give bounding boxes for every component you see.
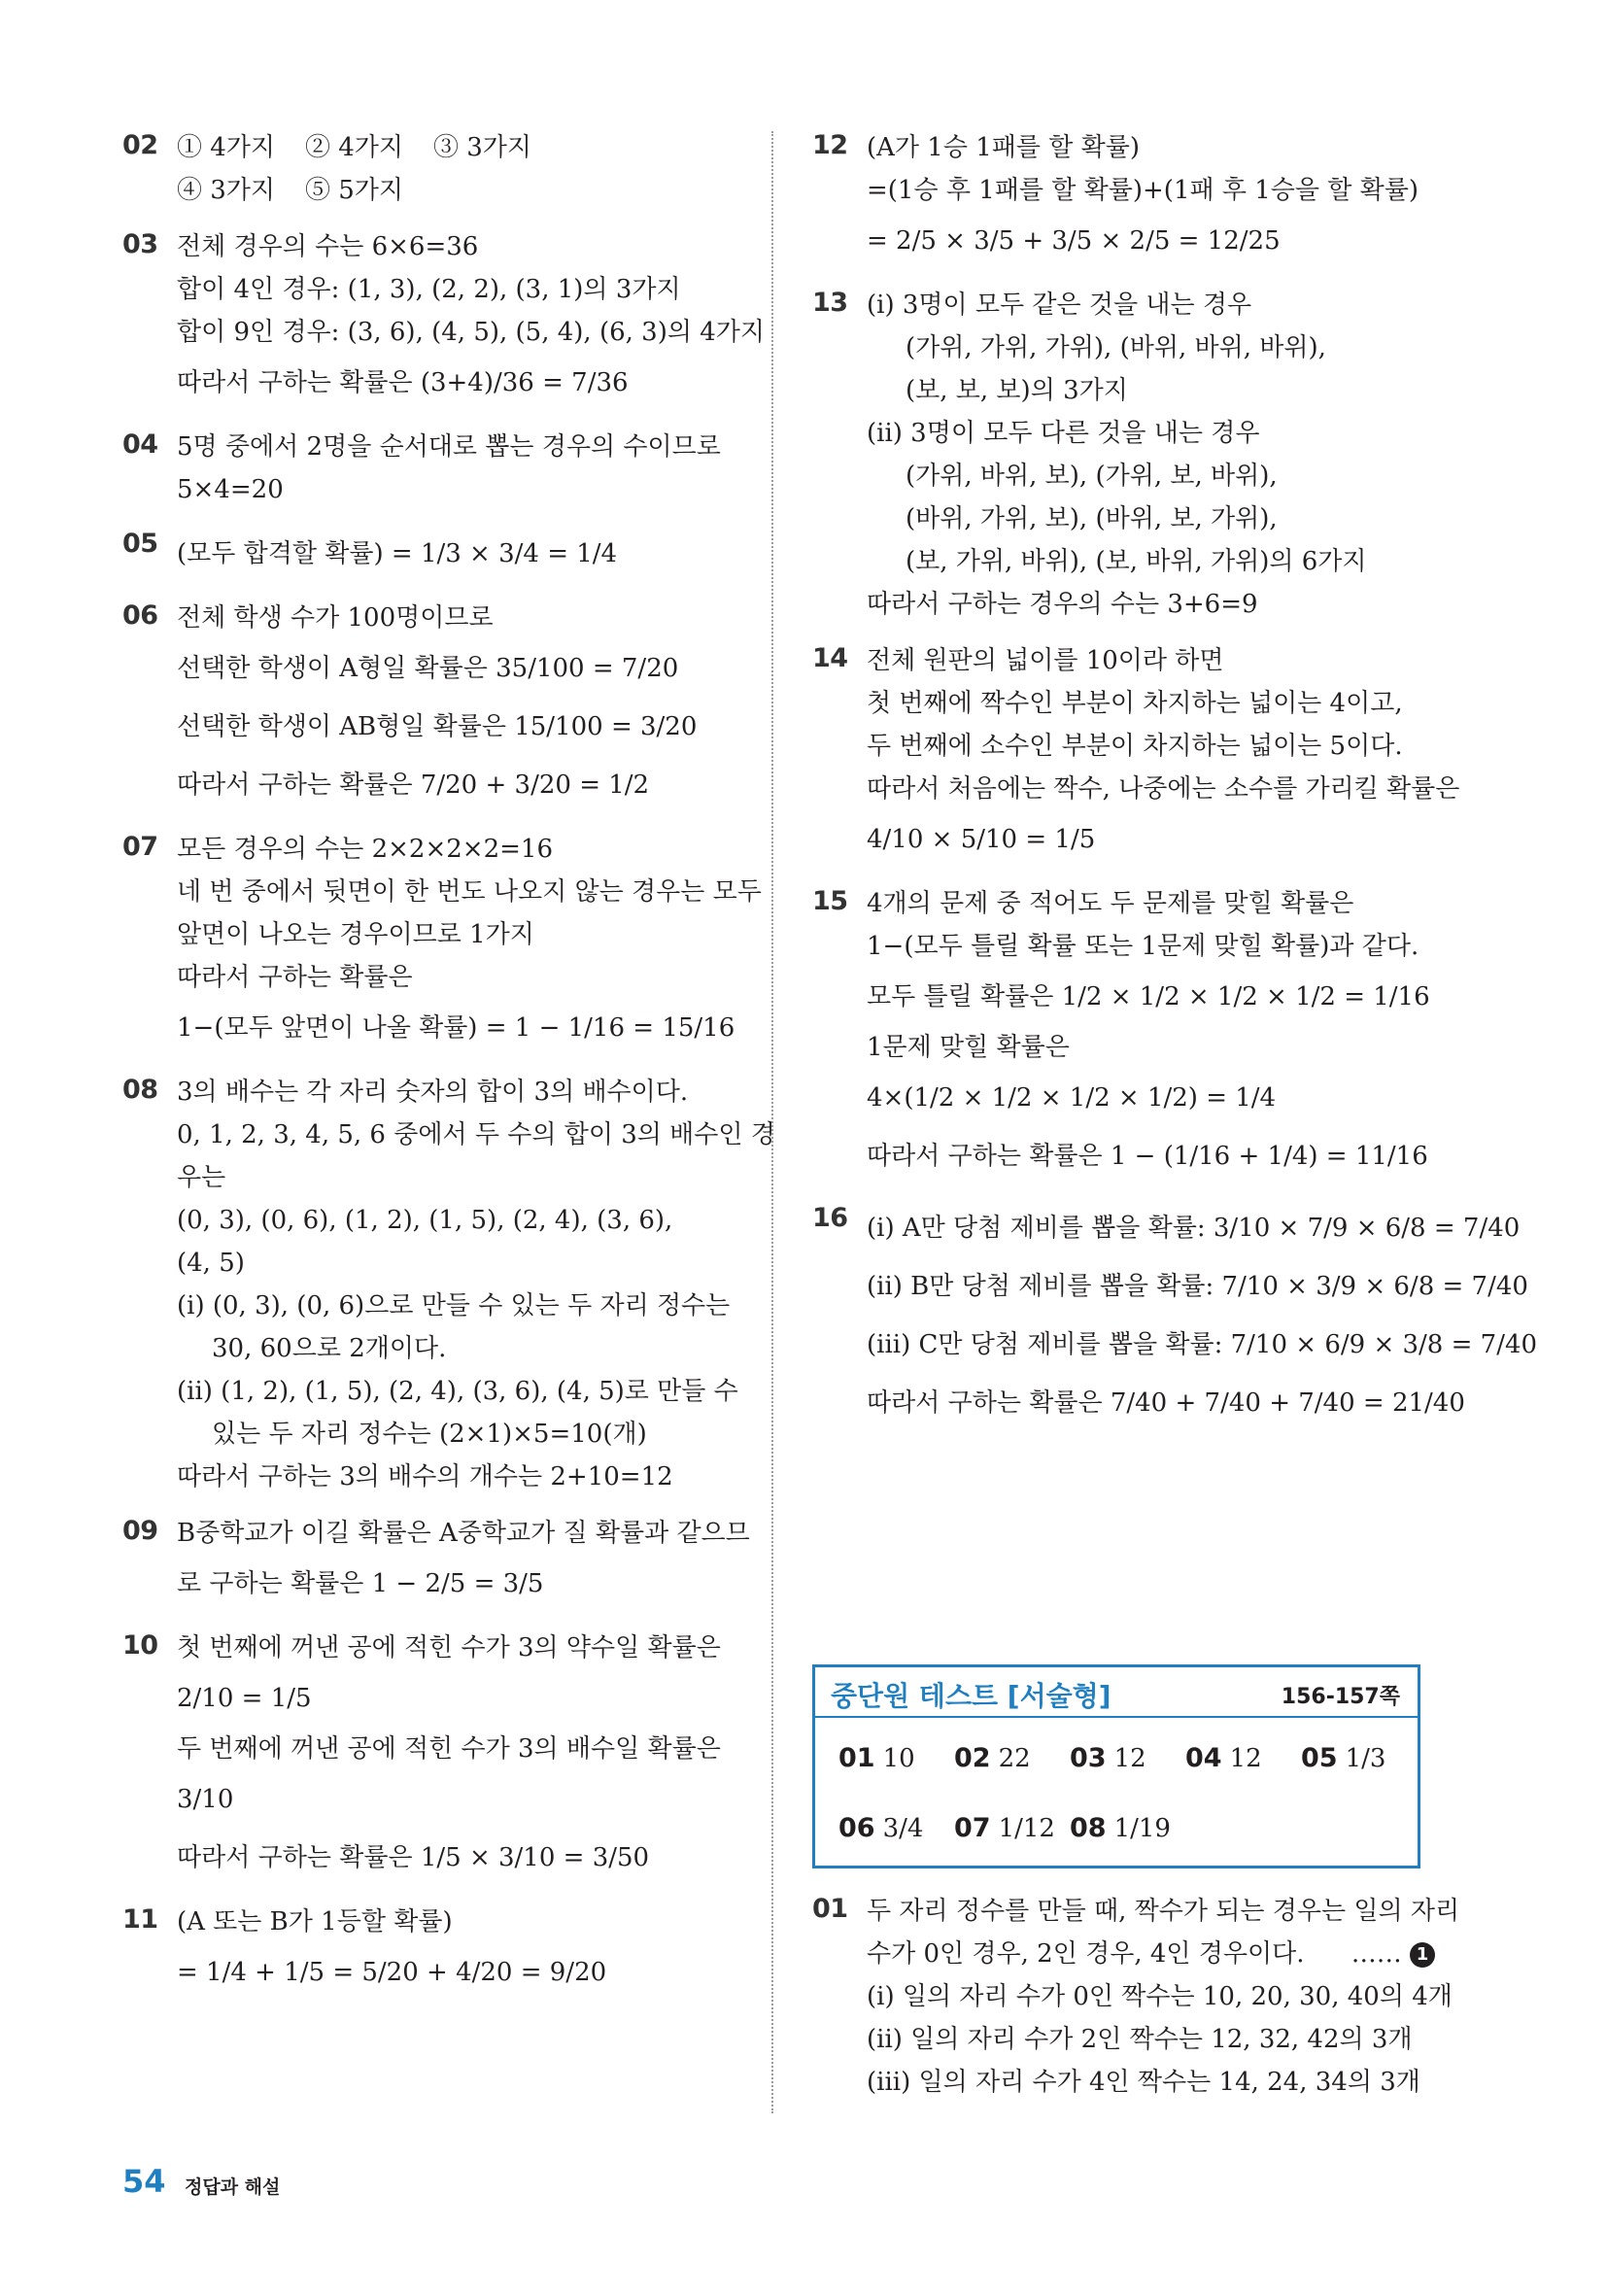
page-number: 54 — [122, 2163, 166, 2200]
solution-line: 따라서 구하는 경우의 수는 3+6=9 — [867, 590, 1258, 619]
solution-line: (ii) 3명이 모두 다른 것을 내는 경우 — [867, 419, 1260, 448]
problem-number: 06 — [122, 600, 158, 631]
solution-line: 전체 원판의 넓이를 10이라 하면 — [867, 646, 1224, 675]
solution-line: (보, 보, 보)의 3가지 — [906, 376, 1128, 405]
solution-line: 5×4=20 — [177, 475, 284, 504]
box-header — [815, 1667, 1418, 1718]
problem-03 — [122, 225, 766, 412]
problem-number: 12 — [812, 130, 848, 160]
answer-line — [177, 169, 744, 212]
footer-label: 정답과 해설 — [185, 2176, 281, 2198]
solution-line: 앞면이 나오는 경우이므로 1가지 — [177, 920, 534, 949]
problem-number: 02 — [122, 130, 158, 160]
solution-line: 따라서 구하는 확률은 1/5 × 3/10 = 3/50 — [177, 1843, 650, 1872]
answer-item: 08 1/19 — [1070, 1813, 1171, 1843]
solution-line: (i) 일의 자리 수가 0인 짝수는 10, 20, 30, 40의 4개 — [867, 1982, 1453, 2011]
solution-line: (ii) (1, 2), (1, 5), (2, 4), (3, 6), (4, 5)로 만들 수 — [177, 1377, 738, 1406]
problem-13 — [812, 284, 1434, 626]
solution-line: 4/10 × 5/10 = 1/5 — [867, 825, 1096, 854]
solution-line: 두 자리 정수를 만들 때, 짝수가 되는 경우는 일의 자리 — [867, 1897, 1460, 1926]
problem-number: 08 — [122, 1075, 158, 1105]
problem-number: 01 — [812, 1894, 848, 1924]
solution-line: (ii) 일의 자리 수가 2인 짝수는 12, 32, 42의 3개 — [867, 2025, 1413, 2054]
problem-01 — [812, 1890, 1460, 2104]
solution-line: 합이 9인 경우: (3, 6), (4, 5), (5, 4), (6, 3)의 4가지 — [177, 318, 766, 347]
solution-line: 3/10 — [177, 1785, 234, 1814]
box-title: 중단원 테스트 [서술형] — [831, 1680, 1111, 1712]
page-reference: 156-157쪽 — [1281, 1685, 1400, 1709]
solution-line: 4×(1/2 × 1/2 × 1/2 × 1/2) = 1/4 — [867, 1083, 1277, 1113]
problem-number: 03 — [122, 229, 158, 259]
solution-line: 따라서 구하는 확률은 1 − (1/16 + 1/4) = 11/16 — [867, 1142, 1428, 1171]
problem-12 — [812, 126, 1434, 270]
solution-line: (가위, 가위, 가위), (바위, 바위, 바위), — [906, 333, 1326, 362]
solution-line: (모두 합격할 확률) = 1/3 × 3/4 = 1/4 — [177, 539, 618, 568]
solution-line: 2/10 = 1/5 — [177, 1684, 312, 1713]
solution-line: 1−(모두 틀릴 확률 또는 1문제 맞힐 확률)과 같다. — [867, 932, 1419, 961]
problem-number: 14 — [812, 643, 848, 673]
solution-line: (가위, 바위, 보), (가위, 보, 바위), — [906, 462, 1278, 491]
solution-line: 1문제 맞힐 확률은 — [867, 1033, 1070, 1062]
answer-item: 04 12 — [1185, 1743, 1262, 1773]
solution-line: 따라서 구하는 확률은 (3+4)/36 = 7/36 — [177, 368, 629, 397]
solution-line: (0, 3), (0, 6), (1, 2), (1, 5), (2, 4), (3, 6), — [177, 1206, 673, 1235]
solution-line: 따라서 구하는 확률은 — [177, 963, 413, 992]
solution-line: (i) (0, 3), (0, 6)으로 만들 수 있는 두 자리 정수는 — [177, 1291, 731, 1320]
option-4: ④ 3가지 — [177, 176, 276, 205]
option-2: ② 4가지 — [305, 133, 404, 162]
answer-line — [177, 126, 744, 169]
problem-number: 09 — [122, 1516, 158, 1546]
solution-line: 5명 중에서 2명을 순서대로 뽑는 경우의 수이므로 — [177, 432, 721, 462]
solution-line: 30, 60으로 2개이다. — [212, 1334, 447, 1363]
solution-line: 첫 번째에 꺼낸 공에 적힌 수가 3의 약수일 확률은 — [177, 1633, 721, 1662]
solution-line: (보, 가위, 바위), (보, 바위, 가위)의 6가지 — [906, 547, 1367, 576]
problem-16 — [812, 1199, 1538, 1432]
descriptive-solution — [812, 1890, 1460, 2117]
problem-number: 15 — [812, 886, 848, 916]
problem-05 — [122, 525, 744, 583]
answer-item: 02 22 — [954, 1743, 1031, 1773]
problem-02 — [122, 126, 744, 212]
solution-line: (A 또는 B가 1등할 확률) — [177, 1907, 453, 1936]
solution-line: (바위, 가위, 보), (바위, 보, 가위), — [906, 504, 1278, 533]
solution-line: 두 번째에 소수인 부분이 차지하는 넓이는 5이다. — [867, 732, 1403, 761]
solution-line: 전체 학생 수가 100명이므로 — [177, 603, 494, 633]
solution-line: 4개의 문제 중 적어도 두 문제를 맞힐 확률은 — [867, 889, 1354, 918]
solution-line: 첫 번째에 짝수인 부분이 차지하는 넓이는 4이고, — [867, 689, 1403, 718]
solution-line: 따라서 구하는 확률은 7/20 + 3/20 = 1/2 — [177, 771, 650, 800]
problem-14 — [812, 639, 1460, 869]
solution-line: =(1승 후 1패를 할 확률)+(1패 후 1승을 할 확률) — [867, 176, 1419, 205]
solution-line: (iii) C만 당첨 제비를 뽑을 확률: 7/10 × 6/9 × 3/8 = 7/40 — [867, 1330, 1538, 1359]
option-5: ⑤ 5가지 — [305, 176, 404, 205]
solution-line: 모든 경우의 수는 2×2×2×2=16 — [177, 835, 553, 864]
solution-line: 네 번 중에서 뒷면이 한 번도 나오지 않는 경우는 모두 — [177, 877, 762, 907]
solution-line: 따라서 처음에는 짝수, 나중에는 소수를 가리킬 확률은 — [867, 774, 1460, 804]
problem-15 — [812, 882, 1434, 1185]
solution-line: 0, 1, 2, 3, 4, 5, 6 중에서 두 수의 합이 3의 배수인 경 — [177, 1120, 775, 1149]
problem-number: 11 — [122, 1904, 158, 1935]
answer-item: 07 1/12 — [954, 1813, 1055, 1843]
option-1: ① 4가지 — [177, 133, 276, 162]
solution-line: = 2/5 × 3/5 + 3/5 × 2/5 = 12/25 — [867, 226, 1281, 256]
problem-number: 10 — [122, 1630, 158, 1661]
problem-11 — [122, 1901, 744, 2002]
answer-item: 01 10 — [838, 1743, 915, 1773]
problem-08 — [122, 1071, 775, 1498]
solution-line: 선택한 학생이 AB형일 확률은 15/100 = 3/20 — [177, 712, 698, 741]
right-column — [812, 126, 1538, 1446]
solution-line: 수가 0인 경우, 2인 경우, 4인 경우이다. …… 1 — [867, 1933, 1434, 1975]
left-column — [122, 126, 775, 2015]
solution-line: = 1/4 + 1/5 = 5/20 + 4/20 = 9/20 — [177, 1958, 607, 1987]
problem-number: 04 — [122, 429, 158, 460]
solution-line: (ii) B만 당첨 제비를 뽑을 확률: 7/10 × 3/9 × 6/8 = 7/40 — [867, 1272, 1528, 1301]
solution-line: 우는 — [177, 1163, 226, 1192]
solution-line: B중학교가 이길 확률은 A중학교가 질 확률과 같으므 — [177, 1519, 750, 1548]
solution-line: 두 번째에 꺼낸 공에 적힌 수가 3의 배수일 확률은 — [177, 1734, 721, 1764]
step-dots: …… — [1351, 1939, 1402, 1969]
solution-line: (i) A만 당첨 제비를 뽑을 확률: 3/10 × 7/9 × 6/8 = 7/40 — [867, 1214, 1521, 1243]
step-marker: 1 — [1410, 1942, 1435, 1968]
problem-09 — [122, 1512, 750, 1613]
problem-number: 16 — [812, 1203, 848, 1233]
problem-06 — [122, 597, 744, 814]
problem-07 — [122, 828, 762, 1057]
solution-line: 있는 두 자리 정수는 (2×1)×5=10(개) — [212, 1420, 647, 1449]
solution-line: 3의 배수는 각 자리 숫자의 합이 3의 배수이다. — [177, 1078, 689, 1107]
problem-04 — [122, 426, 744, 511]
answer-item: 05 1/3 — [1301, 1743, 1386, 1773]
solution-line: 따라서 구하는 3의 배수의 개수는 2+10=12 — [177, 1462, 673, 1491]
solution-line: (4, 5) — [177, 1249, 245, 1278]
test-answer-box — [812, 1664, 1420, 1868]
solution-line: (i) 3명이 모두 같은 것을 내는 경우 — [867, 291, 1252, 320]
problem-number: 07 — [122, 832, 158, 862]
option-3: ③ 3가지 — [433, 133, 532, 162]
problem-number: 13 — [812, 288, 848, 318]
solution-line: (iii) 일의 자리 수가 4인 짝수는 14, 24, 34의 3개 — [867, 2068, 1420, 2097]
problem-10 — [122, 1627, 744, 1887]
solution-line: 따라서 구하는 확률은 7/40 + 7/40 + 7/40 = 21/40 — [867, 1388, 1465, 1418]
solution-line: 1−(모두 앞면이 나올 확률) = 1 − 1/16 = 15/16 — [177, 1013, 735, 1043]
solution-line: 로 구하는 확률은 1 − 2/5 = 3/5 — [177, 1569, 544, 1598]
solution-line: (A가 1승 1패를 할 확률) — [867, 133, 1141, 162]
problem-number: 05 — [122, 529, 158, 559]
solution-line: 선택한 학생이 A형일 확률은 35/100 = 7/20 — [177, 654, 679, 683]
answer-item: 03 12 — [1070, 1743, 1146, 1773]
solution-line: 모두 틀릴 확률은 1/2 × 1/2 × 1/2 × 1/2 = 1/16 — [867, 982, 1430, 1011]
answer-item: 06 3/4 — [838, 1813, 924, 1843]
solution-line: 합이 4인 경우: (1, 3), (2, 2), (3, 1)의 3가지 — [177, 275, 681, 304]
solution-line: 전체 경우의 수는 6×6=36 — [177, 232, 479, 261]
